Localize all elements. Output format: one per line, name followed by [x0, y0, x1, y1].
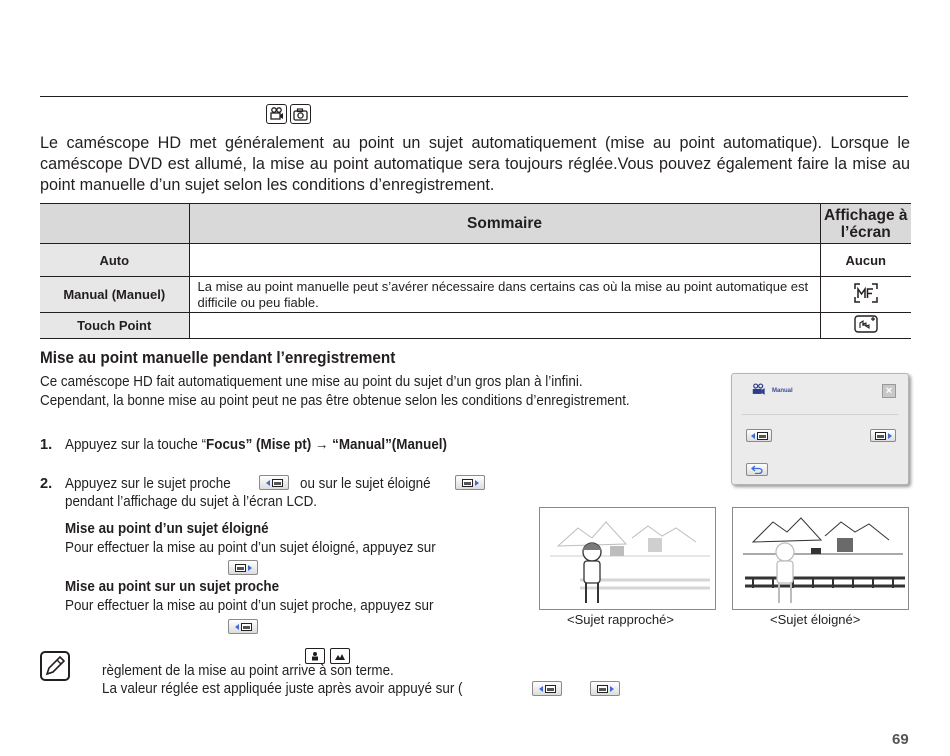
lcd-far-button[interactable]	[870, 429, 896, 442]
left-arrow-icon	[539, 686, 543, 692]
near-focus-title: Mise au point sur un sujet proche	[65, 579, 280, 595]
step-2-text-a: Appuyez sur le sujet proche	[65, 476, 231, 492]
portrait-icon	[272, 479, 283, 487]
right-arrow-icon	[248, 565, 252, 571]
lcd-title: Manual	[772, 388, 793, 394]
left-arrow-icon	[266, 480, 270, 486]
note-icon	[40, 651, 70, 681]
step-1-text-bold: Focus” (Mise pt) → “Manual”(Manuel)	[206, 437, 448, 453]
landscape-icon	[875, 432, 886, 440]
near-subject-scene-icon	[540, 508, 716, 610]
row-display-auto: Aucun	[820, 244, 911, 277]
note-near-button	[532, 681, 562, 696]
row-label-manual: Manual (Manuel)	[40, 277, 189, 313]
left-arrow-icon	[235, 624, 239, 630]
far-focus-text: Pour effectuer la mise au point d’un sujet éloigné, appuyez sur	[65, 540, 436, 556]
step-1-text	[65, 437, 447, 453]
row-label-touch: Touch Point	[40, 313, 189, 339]
portrait-icon	[545, 685, 556, 693]
section-title: Mise au point manuelle pendant l’enregistrement	[40, 348, 396, 367]
note-line-2: La valeur réglée est appliquée juste après avoir appuyé sur (	[102, 681, 463, 697]
step-1-number: 1.	[40, 437, 53, 453]
table-row	[40, 244, 911, 277]
table-header-empty	[40, 204, 189, 244]
lcd-screen	[731, 373, 909, 485]
table-header-display: Affichage à l’écran	[820, 204, 911, 244]
portrait-icon	[757, 432, 768, 440]
portrait-icon	[241, 623, 252, 631]
far-subject-icon	[330, 648, 350, 664]
lcd-close-button[interactable]: ×	[882, 384, 896, 398]
table-header-summary: Sommaire	[189, 204, 820, 244]
step-2-number: 2.	[40, 476, 53, 492]
near-subject-icon	[305, 648, 325, 664]
row-label-auto: Auto	[40, 244, 189, 277]
movie-mode-icon	[266, 104, 287, 124]
left-arrow-icon	[751, 433, 755, 439]
table-row	[40, 313, 911, 339]
right-arrow-icon	[475, 480, 479, 486]
row-display-manual	[820, 277, 911, 313]
landscape-icon	[235, 564, 246, 572]
right-arrow-icon	[610, 686, 614, 692]
back-icon	[751, 465, 763, 474]
far-subject-button-inline	[455, 475, 485, 490]
lcd-divider	[742, 414, 898, 415]
step-2-text-c: pendant l’affichage du sujet à l’écran LCD.	[65, 494, 318, 510]
section-line-1: Ce caméscope HD fait automatiquement une mise au point du sujet d’un gros plan à l’infini.	[40, 374, 583, 390]
landscape-icon	[462, 479, 473, 487]
row-desc-touch	[189, 313, 820, 339]
near-subject-caption: <Sujet rapproché>	[567, 612, 674, 627]
near-focus-text: Pour effectuer la mise au point d’un sujet proche, appuyez sur	[65, 598, 434, 614]
step-1-text-pre: Appuyez sur la touche “	[65, 437, 207, 453]
note-line-1: règlement de la mise au point arrive à son terme.	[102, 663, 394, 679]
touch-point-icon	[854, 315, 878, 333]
near-subject-button-inline	[259, 475, 289, 490]
lcd-near-button[interactable]	[746, 429, 772, 442]
note-far-button	[590, 681, 620, 696]
manual-focus-icon	[853, 282, 879, 304]
page-number: 69	[892, 731, 909, 748]
near-subject-button	[228, 619, 258, 634]
far-focus-title: Mise au point d’un sujet éloigné	[65, 521, 269, 537]
top-rule	[40, 96, 908, 97]
far-subject-caption: <Sujet éloigné>	[770, 612, 861, 627]
focus-mode-table	[40, 203, 911, 339]
step-2-text-b: ou sur le sujet éloigné	[300, 476, 431, 492]
row-desc-auto	[189, 244, 820, 277]
photo-mode-icon	[290, 104, 311, 124]
far-subject-illustration	[732, 507, 909, 610]
landscape-icon	[597, 685, 608, 693]
table-row	[40, 277, 911, 313]
near-subject-illustration	[539, 507, 716, 610]
table-header-row	[40, 204, 911, 244]
section-line-2: Cependant, la bonne mise au point peut ne pas être obtenue selon les conditions d’enregistrement.	[40, 393, 630, 409]
note-subject-icons	[305, 648, 350, 664]
far-subject-scene-icon	[733, 508, 909, 610]
right-arrow-icon	[888, 433, 892, 439]
intro-paragraph: Le caméscope HD met généralement au point un sujet automatiquement (mise au point automatique). Lorsque le caméscope DVD est allumé, la mise au point automatique sera toujours réglée.Vous pouvez également faire la mise au point manuelle d’un sujet selon les conditions d’enregistrement.	[40, 134, 910, 194]
mode-icons	[266, 104, 311, 124]
lcd-movie-icon	[753, 384, 765, 395]
row-desc-manual: La mise au point manuelle peut s’avérer nécessaire dans certains cas où la mise au point automatique est difficile ou peu fiable.	[189, 277, 820, 313]
row-display-touch	[820, 313, 911, 339]
lcd-back-button[interactable]	[746, 463, 768, 476]
far-subject-button	[228, 560, 258, 575]
